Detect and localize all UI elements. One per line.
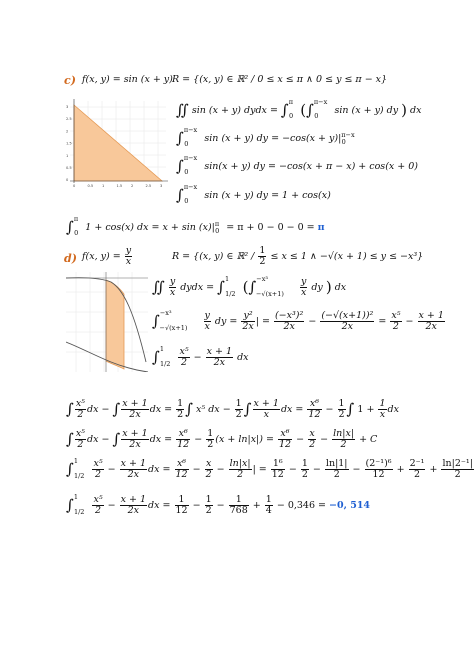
- part-d-line3: ∫$^1_{1/2}$ $\frac{\text{x⁵}}{2}$ − $\frac{x + 1}{2x}$ dx: [152, 345, 249, 368]
- part-c-line2: ∫$^{\pi-x}_0$ sin (x + y) dy = $-\cos(x + y)|^{\pi-x}_0$: [176, 126, 355, 148]
- part-d-result: −0, 514: [329, 500, 371, 511]
- x-tick-label: 2: [131, 184, 134, 188]
- part-d-step1: ∫ $\frac{\text{x⁵}}{2}$ dx − ∫ $\frac{x + 1}{2x}$ dx = $\frac{1}{2}$ ∫ x⁵ dx − $\frac{1}{2}$ ∫ $\frac{x + 1}{x}$ dx = $\frac{\text{x⁶}}{12}$ − $\frac{1}{2}$ ∫ 1 + $\frac{1}{x}$ dx: [66, 398, 399, 420]
- y-tick-label: 2.5: [66, 117, 72, 122]
- y-tick-label: 1: [66, 153, 69, 158]
- part-c-region: R = {(x, y) ∈ ℝ² / 0 ≤ x ≤ π ∧ 0 ≤ y ≤ π − x}: [172, 74, 388, 85]
- part-d-line1: ∬ $\frac{y}{x}$ dydx = ∫$^1_{1/2}$ (∫$^{-x^3}_{-√(x+1)}$ $\frac{y}{x}$ dy ) dx: [152, 275, 347, 298]
- part-c-line4: ∫$^{\pi-x}_0$ sin (x + y) dy = 1 + cos(x): [176, 183, 331, 205]
- part-d-region-graph: [66, 272, 148, 372]
- y-tick-label: 2: [66, 129, 69, 134]
- y-tick-label: 0: [66, 178, 69, 183]
- x-tick-label: 0.5: [87, 184, 94, 188]
- part-d-label: d): [64, 252, 77, 265]
- part-c-line1: ∬ sin (x + y) dydx = ∫$^\pi_0$ (∫$^{\pi-x}_0$ sin (x + y) dy ) dx: [176, 98, 422, 120]
- x-tick-label: 2.5: [145, 184, 152, 188]
- part-c-result: π: [317, 222, 325, 233]
- y-tick-label: 3: [66, 105, 69, 109]
- part-c-final: ∫$^\pi_0$ 1 + cos(x) dx = $x + \sin (x)|^\pi_0 = \pi + 0 - 0 - 0 = \pi$: [66, 215, 325, 237]
- part-c-line3: ∫$^{\pi-x}_0$ sin(x + y) dy = −cos(x + π − x) + cos(x + 0): [176, 154, 419, 176]
- x-tick-label: 1.5: [116, 184, 123, 188]
- part-c-region-graph: [66, 95, 170, 191]
- part-c-label: c): [64, 74, 76, 87]
- part-d-step3: ∫$^1_{1/2}$ $\frac{\text{x⁵}}{2}$ − $\frac{x + 1}{2x}$ dx = $\frac{\text{x⁶}}{12}$ − $\frac{x}{2}$ − $\frac{\ln|x|}{2}$ | = $\frac{\text{1⁶}}{12}$ − $\frac{1}{2}$ − $\frac{\ln|1|}{2}$ − $\frac{\text{(2⁻¹)⁶}}{12}$ + $\frac{\text{2⁻¹}}{2}$ + $\frac{\text{ln|2⁻¹|}}{2}$: [66, 457, 473, 480]
- x-tick-label: 0: [73, 184, 76, 188]
- part-d-step4: ∫$^1_{1/2}$ $\frac{\text{x⁵}}{2}$ − $\frac{x + 1}{2x}$ dx = $\frac{1}{12}$ − $\frac{1}{2}$ − $\frac{1}{768}$ + $\frac{1}{4}$ − 0,346 = −0, 514: [66, 493, 371, 516]
- x-tick-label: 3: [160, 184, 163, 188]
- part-c-function: f(x, y) = sin (x + y): [82, 74, 173, 85]
- part-d-line2: ∫$^{-x^3}_{-√(x+1)}$ $\frac{y}{x}$ dy = $\frac{\text{y²}}{2x}$ | = $\frac{\text{(−x³)²}}{2x}$ − $\frac{\text{(−√(x+1))²}}{2x}$ = $\frac{\text{x⁵}}{2}$ − $\frac{x + 1}{2x}$: [152, 309, 444, 332]
- part-d-step2: ∫ $\frac{\text{x⁵}}{2}$ dx − ∫ $\frac{x + 1}{2x}$ dx = $\frac{\text{x⁶}}{12}$ − $\frac{1}{2}$ (x + ln|x|) = $\frac{\text{x⁶}}{12}$ − $\frac{x}{2}$ − $\frac{\ln|x|}{2}$ + C: [66, 428, 378, 450]
- shaded-region-d: [106, 280, 124, 369]
- x-tick-label: 1: [102, 184, 105, 188]
- part-d-function: f(x, y) = $\frac{y}{x}$: [82, 245, 132, 267]
- y-tick-label: 1.5: [66, 141, 72, 146]
- part-d-region: R = {(x, y) ∈ ℝ² / $\frac{1}{2}$ ≤ x ≤ 1 ∧ −√(x + 1) ≤ y ≤ −x³}: [172, 245, 424, 267]
- y-tick-label: 0.5: [66, 166, 72, 170]
